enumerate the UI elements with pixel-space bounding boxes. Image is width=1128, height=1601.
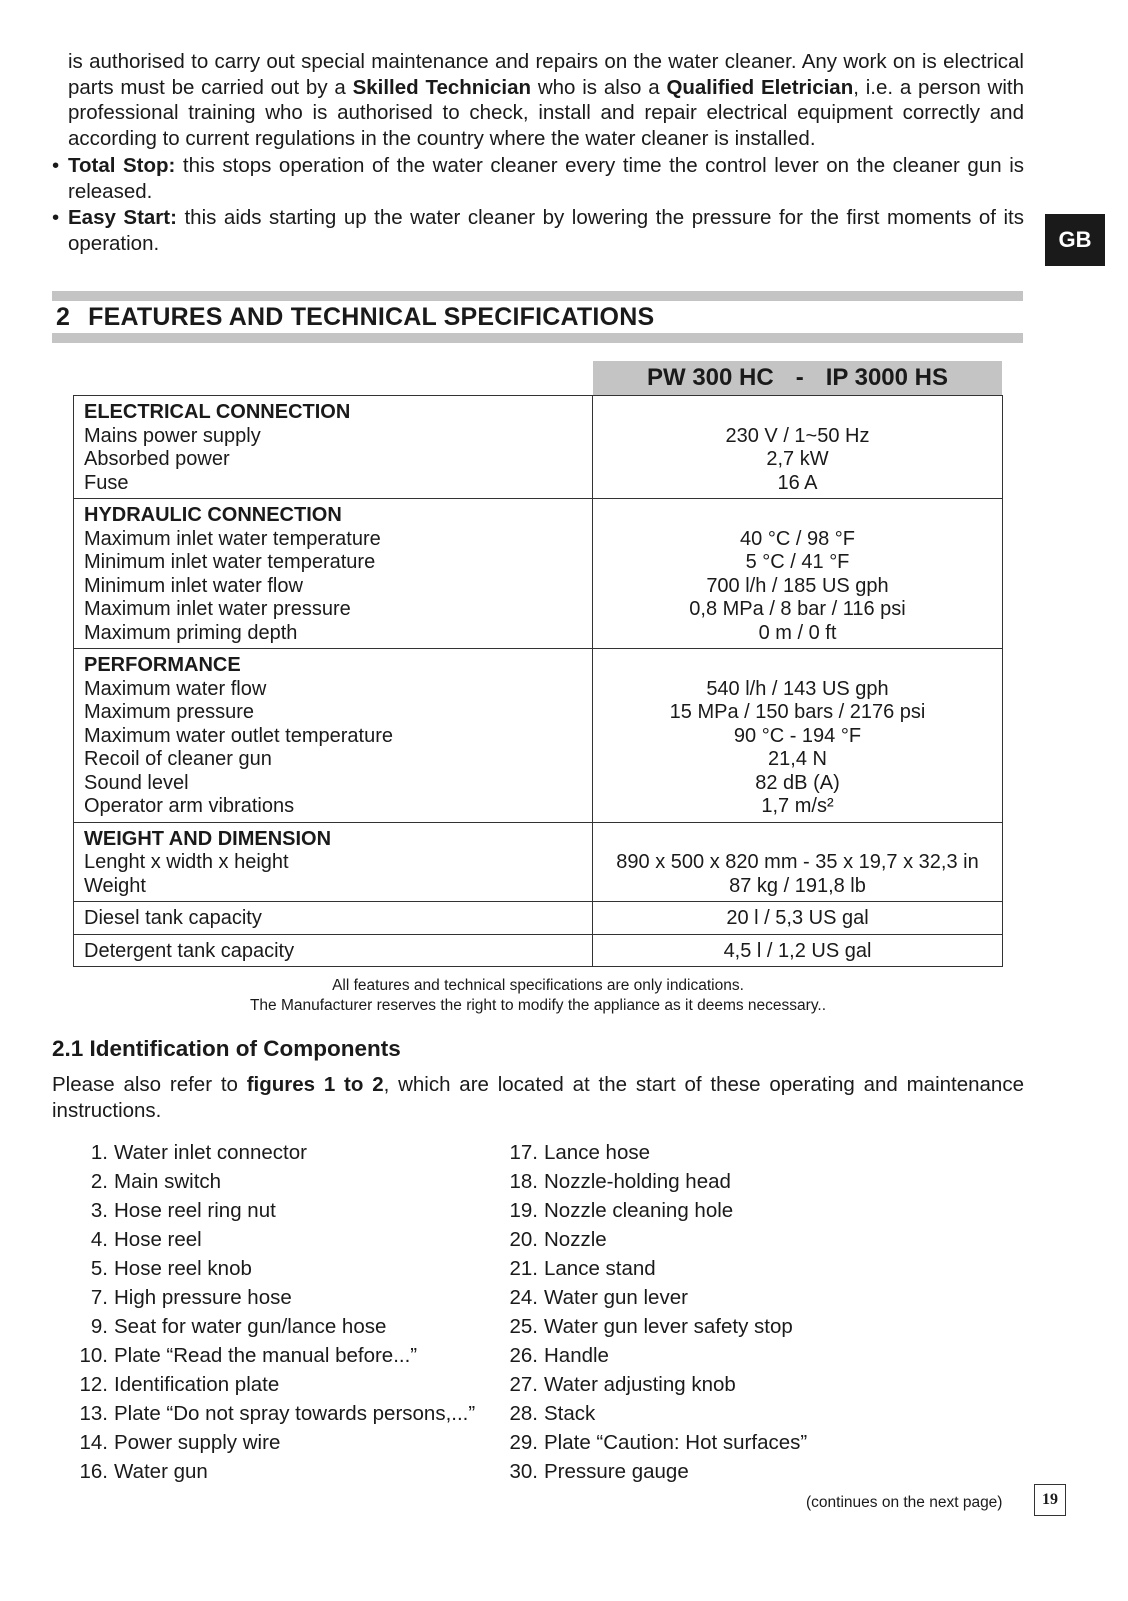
component-number: 12. [79, 1373, 108, 1396]
spec-value: 20 l / 5,3 US gal [726, 907, 869, 929]
component-item [72, 1457, 475, 1486]
component-number: 29. [509, 1431, 538, 1454]
component-number: 4. [90, 1228, 108, 1251]
spec-labels [74, 822, 593, 902]
components-list-right [502, 1138, 807, 1486]
spec-spacer [603, 401, 992, 425]
spec-group-title: WEIGHT AND DIMENSION [84, 827, 332, 850]
component-number: 30. [509, 1460, 538, 1483]
component-item [502, 1196, 807, 1225]
component-item [72, 1399, 475, 1428]
spec-value: 16 A [777, 471, 818, 494]
component-number: 19. [509, 1199, 538, 1222]
spec-labels [74, 902, 593, 935]
component-number: 18. [509, 1170, 538, 1193]
component-number: 13. [79, 1402, 108, 1425]
spec-group-title: PERFORMANCE [84, 654, 241, 676]
component-number: 1. [90, 1141, 108, 1164]
component-item [502, 1138, 807, 1167]
component-number: 24. [509, 1286, 538, 1309]
component-label: Nozzle cleaning hole [544, 1199, 734, 1222]
spec-value: 82 dB (A) [755, 771, 840, 794]
component-number: 25. [509, 1315, 538, 1338]
component-item [72, 1167, 475, 1196]
component-label: Power supply wire [114, 1431, 281, 1454]
bullet-easy-start: • Easy Start: this aids starting up the water cleaner by lowering the pressure for the first moments of its operation. [52, 206, 1024, 255]
spec-label: Minimum inlet water flow [84, 574, 303, 597]
component-item [502, 1428, 807, 1457]
spec-group-row [74, 902, 1003, 935]
spec-label: Mains power supply [84, 424, 261, 447]
component-label: Identification plate [114, 1373, 280, 1396]
spec-value: 0 m / 0 ft [758, 621, 837, 644]
subsection-title: 2.1 Identification of Components [52, 1036, 401, 1061]
component-label: Nozzle [544, 1228, 607, 1251]
component-label: Water gun [114, 1460, 208, 1483]
spec-spacer [603, 504, 992, 528]
bullet-total-stop: • Total Stop: this stops operation of the water cleaner every time the control lever on the cleaner gun is released. [52, 154, 1024, 203]
component-number: 16. [79, 1460, 108, 1483]
section-bar-bottom [52, 333, 1023, 343]
component-label: Water gun lever [544, 1286, 688, 1309]
bullet-dot: • [52, 154, 60, 177]
component-number: 3. [90, 1199, 108, 1222]
spec-values [593, 396, 1003, 499]
component-label: Lance stand [544, 1257, 656, 1280]
component-label: Handle [544, 1344, 609, 1367]
component-item [72, 1196, 475, 1225]
spec-spacer [603, 654, 992, 678]
component-label: Water adjusting knob [544, 1373, 736, 1396]
component-number: 21. [509, 1257, 538, 1280]
spec-label: Recoil of cleaner gun [84, 748, 272, 770]
spec-group-row [74, 649, 1003, 823]
subsection-intro: Please also refer to figures 1 to 2, which are located at the start of these operating and maintenance instructions. [52, 1073, 1024, 1122]
component-number: 20. [509, 1228, 538, 1251]
spec-group-row [74, 822, 1003, 902]
spec-spacer [603, 828, 992, 852]
spec-value: 700 l/h / 185 US gph [706, 574, 889, 597]
spec-label: Absorbed power [84, 448, 230, 470]
spec-table [73, 395, 1003, 967]
spec-labels [74, 396, 593, 499]
spec-values [593, 649, 1003, 823]
component-item [72, 1370, 475, 1399]
components-list-left [72, 1138, 475, 1486]
component-item [502, 1167, 807, 1196]
component-number: 10. [79, 1344, 108, 1367]
spec-values [593, 499, 1003, 649]
spec-value: 40 °C / 98 °F [740, 527, 855, 550]
component-item [502, 1341, 807, 1370]
component-label: Water inlet connector [114, 1141, 307, 1164]
component-label: Hose reel knob [114, 1257, 252, 1280]
component-number: 14. [79, 1431, 108, 1454]
bullet-dot: • [52, 206, 60, 229]
component-item [502, 1254, 807, 1283]
component-number: 9. [90, 1315, 108, 1338]
component-number: 27. [509, 1373, 538, 1396]
spec-label: Diesel tank capacity [84, 907, 262, 929]
spec-values [593, 822, 1003, 902]
spec-label: Minimum inlet water temperature [84, 551, 376, 573]
component-number: 17. [509, 1141, 538, 1164]
component-number: 5. [90, 1257, 108, 1280]
component-item [72, 1312, 475, 1341]
spec-labels [74, 649, 593, 823]
spec-label: Fuse [84, 471, 129, 494]
spec-group-title: HYDRAULIC CONNECTION [84, 504, 342, 526]
component-item [72, 1341, 475, 1370]
component-number: 28. [509, 1402, 538, 1425]
intro-paragraph: is authorised to carry out special maintenance and repairs on the water cleaner. Any work on is electrical parts must be carried out by a Skilled Technician who is also a Qualified Eletrician, i.e. a person with professional training who is authorised to check, install and repair electrical equipment correctly and according to current regulations in the country where the water cleaner is installed. [68, 50, 1024, 151]
spec-value: 4,5 l / 1,2 US gal [723, 939, 872, 962]
component-label: Hose reel [114, 1228, 202, 1251]
spec-value: 890 x 500 x 820 mm - 35 x 19,7 x 32,3 in [616, 851, 979, 873]
continues-note: (continues on the next page) [806, 1494, 1003, 1511]
spec-label: Maximum water flow [84, 677, 267, 700]
spec-value: 230 V / 1~50 Hz [725, 424, 870, 447]
spec-label: Maximum pressure [84, 701, 255, 723]
component-label: High pressure hose [114, 1286, 292, 1309]
spec-labels [74, 499, 593, 649]
component-label: Lance hose [544, 1141, 651, 1164]
spec-value: 5 °C / 41 °F [745, 551, 850, 573]
component-label: Water gun lever safety stop [544, 1315, 793, 1338]
component-number: 26. [509, 1344, 538, 1367]
component-item [72, 1283, 475, 1312]
spec-group-title: ELECTRICAL CONNECTION [84, 401, 351, 423]
spec-value: 540 l/h / 143 US gph [706, 677, 889, 700]
component-item [72, 1225, 475, 1254]
component-item [502, 1312, 807, 1341]
component-label: Stack [544, 1402, 596, 1425]
section-bar-top [52, 291, 1023, 301]
spec-values [593, 934, 1003, 967]
spec-group-row [74, 396, 1003, 499]
spec-note: All features and technical specifications are only indications. [332, 977, 744, 994]
page-number: 19 [1034, 1484, 1066, 1516]
component-item [72, 1138, 475, 1167]
spec-label: Maximum water outlet temperature [84, 724, 394, 747]
language-tab: GB [1045, 214, 1105, 266]
spec-label: Maximum inlet water pressure [84, 598, 351, 620]
component-item [502, 1399, 807, 1428]
spec-label: Weight [84, 874, 146, 897]
component-number: 2. [90, 1170, 108, 1193]
spec-value: 87 kg / 191,8 lb [729, 874, 866, 897]
component-label: Plate “Caution: Hot surfaces” [544, 1431, 808, 1454]
component-item [72, 1254, 475, 1283]
component-item [72, 1428, 475, 1457]
spec-value: 1,7 m/s² [761, 795, 834, 817]
spec-value: 15 MPa / 150 bars / 2176 psi [669, 701, 926, 723]
component-item [502, 1283, 807, 1312]
spec-label: Lenght x width x height [84, 851, 289, 873]
model-header: PW 300 HC - IP 3000 HS [593, 361, 1002, 395]
spec-value: 21,4 N [768, 748, 827, 770]
section-title: 2 FEATURES AND TECHNICAL SPECIFICATIONS [56, 303, 655, 331]
spec-label: Operator arm vibrations [84, 795, 295, 817]
spec-label: Detergent tank capacity [84, 939, 295, 962]
spec-group-row [74, 934, 1003, 967]
spec-value: 2,7 kW [766, 448, 829, 470]
component-label: Seat for water gun/lance hose [114, 1315, 387, 1338]
spec-values [593, 902, 1003, 935]
component-item [502, 1225, 807, 1254]
component-label: Nozzle-holding head [544, 1170, 731, 1193]
component-item [502, 1457, 807, 1486]
spec-disclaimer: The Manufacturer reserves the right to modify the appliance as it deems necessary.. [249, 997, 827, 1014]
spec-value: 0,8 MPa / 8 bar / 116 psi [689, 598, 906, 620]
component-number: 7. [90, 1286, 108, 1309]
component-label: Main switch [114, 1170, 222, 1193]
spec-label: Maximum priming depth [84, 621, 298, 644]
spec-label: Sound level [84, 771, 189, 794]
spec-group-row [74, 499, 1003, 649]
component-label: Plate “Do not spray towards persons,...” [114, 1402, 476, 1425]
component-label: Hose reel ring nut [114, 1199, 276, 1222]
component-label: Pressure gauge [544, 1460, 689, 1483]
component-label: Plate “Read the manual before...” [114, 1344, 418, 1367]
spec-label: Maximum inlet water temperature [84, 527, 381, 550]
spec-labels [74, 934, 593, 967]
component-item [502, 1370, 807, 1399]
spec-value: 90 °C - 194 °F [733, 724, 862, 747]
